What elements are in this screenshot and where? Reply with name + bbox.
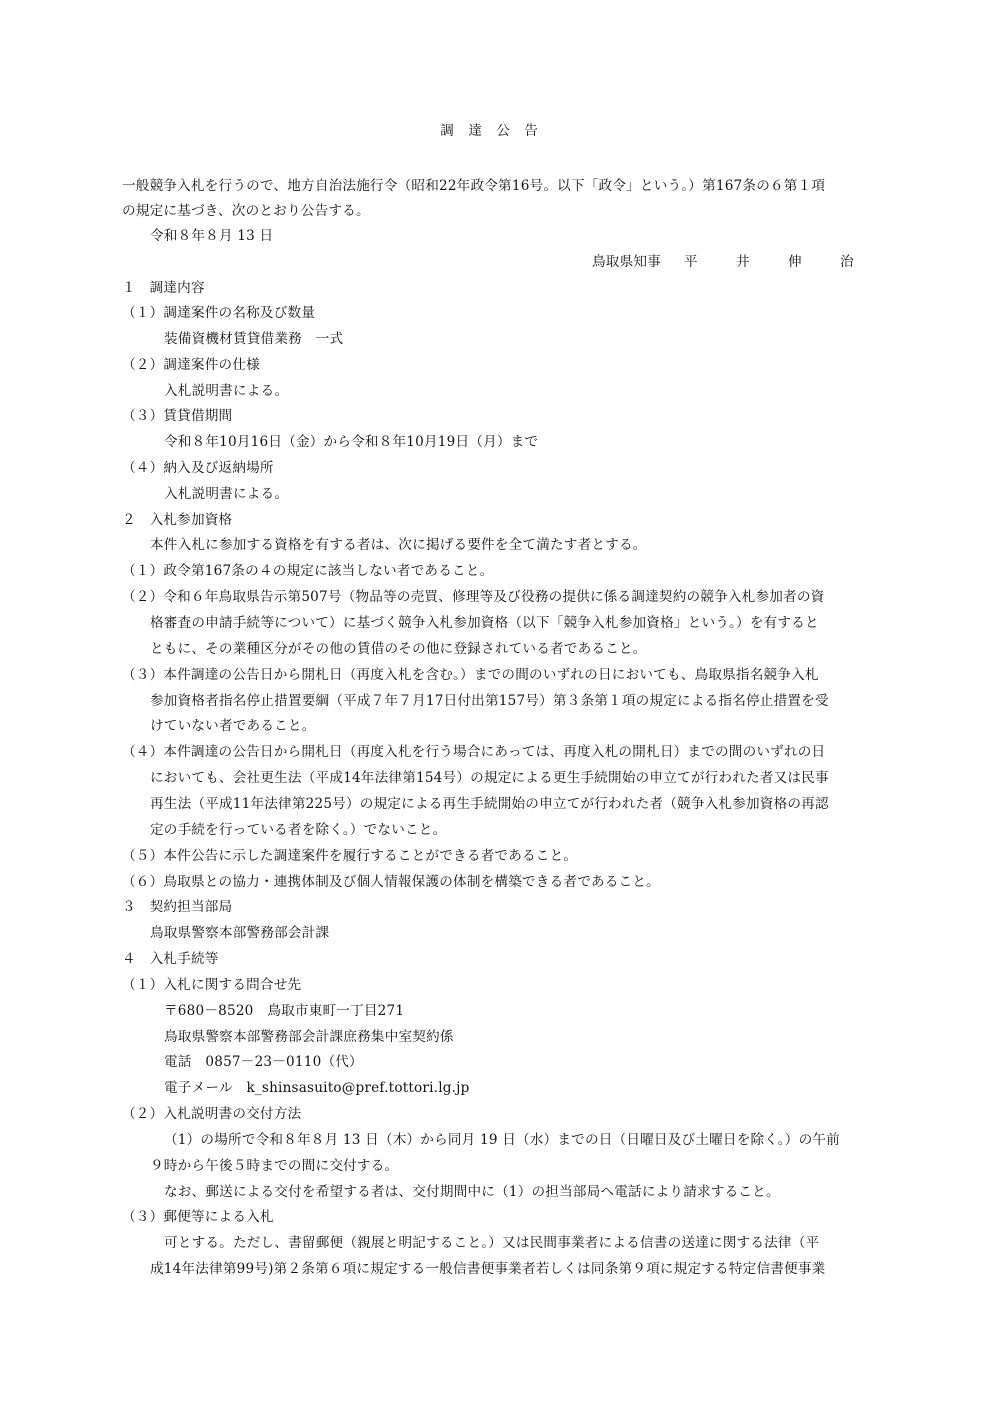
- item-label: （２）調達案件の仕様: [122, 357, 260, 373]
- item-label: （３）賃貸借期間: [122, 408, 233, 424]
- signature-name-char: 伸: [788, 254, 802, 270]
- item-text: （４）本件調達の公告日から開札日（再度入札を行う場合にあっては、再度入札の開札日）までの間のいずれの日: [122, 744, 826, 760]
- item-body: 入札説明書による。: [164, 383, 289, 399]
- item-body: 装備資機材賃貸借業務 一式: [164, 331, 344, 347]
- title-char: 公: [496, 123, 510, 139]
- section-heading: １ 調達内容: [122, 280, 205, 296]
- contact-phone: 電話 0857－23－0110（代）: [164, 1054, 363, 1070]
- item-label: （１）調達案件の名称及び数量: [122, 305, 316, 321]
- section-heading: ２ 入札参加資格: [122, 512, 233, 528]
- item-text: けていない者であること。: [150, 718, 316, 734]
- item-text: 参加資格者指名停止措置要綱（平成７年７月17日付出第157号）第３条第１項の規定による指名停止措置を受: [150, 693, 829, 709]
- item-label: （４）納入及び返納場所: [122, 460, 274, 476]
- intro-line: の規定に基づき、次のとおり公告する。: [122, 203, 370, 219]
- title-char: 調: [440, 123, 454, 139]
- item-text: （６）鳥取県との協力・連携体制及び個人情報保護の体制を構築できる者であること。: [122, 874, 660, 890]
- contact-address: 〒680－8520 鳥取市東町一丁目271: [164, 1003, 405, 1019]
- contact-office: 鳥取県警察本部警務部会計課庶務集中室契約係: [164, 1029, 454, 1045]
- notice-date: 令和８年８月 13 日: [150, 228, 274, 244]
- signature-name-char: 治: [840, 254, 854, 270]
- item-label: （３）郵便等による入札: [122, 1209, 274, 1225]
- signature-name-char: 井: [736, 254, 750, 270]
- section-lead: 本件入札に参加する資格を有する者は、次に掲げる要件を全て満たす者とする。: [150, 537, 647, 553]
- item-label: （１）入札に関する問合せ先: [122, 977, 302, 993]
- title-char: 達: [468, 123, 482, 139]
- item-text: においても、会社更生法（平成14年法律第154号）の規定による更生手続開始の申立てが行われた者又は民事: [150, 770, 829, 786]
- title-char: 告: [524, 123, 538, 139]
- item-text: 再生法（平成11年法律第225号）の規定による再生手続開始の申立てが行われた者（競争入札参加資格の再認: [150, 796, 829, 812]
- signature-name-char: 平: [684, 254, 698, 270]
- contact-email: 電子メール k_shinsasuito@pref.tottori.lg.jp: [164, 1080, 470, 1096]
- intro-line: 一般競争入札を行うので、地方自治法施行令（昭和22年政令第16号。以下「政令」という。）第167条の６第１項: [122, 178, 826, 194]
- item-body: 入札説明書による。: [164, 486, 289, 502]
- item-text: （３）本件調達の公告日から開札日（再度入札を含む。）までの間のいずれの日においても、鳥取県指名競争入札: [122, 667, 819, 683]
- item-text: ともに、その業種区分がその他の賃借のその他に登録されている者であること。: [150, 641, 647, 657]
- section-heading: ３ 契約担当部局: [122, 899, 233, 915]
- item-text: ９時から午後５時までの間に交付する。: [150, 1158, 399, 1174]
- signature-office: 鳥取県知事: [592, 254, 661, 270]
- item-text: （1）の場所で令和８年８月 13 日（木）から同月 19 日（水）までの日（日曜日及び土曜日を除く。）の午前: [164, 1132, 840, 1148]
- signature: [592, 253, 854, 271]
- item-text: 格審査の申請手続等について）に基づく競争入札参加資格（以下「競争入札参加資格」という。）を有すると: [150, 615, 819, 631]
- section-heading: ４ 入札手続等: [122, 951, 219, 967]
- item-text: 可とする。ただし、書留郵便（親展と明記すること。）又は民間事業者による信書の送達に関する法律（平: [164, 1235, 820, 1251]
- item-label: （２）入札説明書の交付方法: [122, 1106, 302, 1122]
- item-text: （２）令和６年鳥取県告示第507号（物品等の売買、修理等及び役務の提供に係る調達契約の競争入札参加者の資: [122, 589, 825, 605]
- section-body: 鳥取県警察本部警務部会計課: [150, 925, 330, 941]
- item-body: 令和８年10月16日（金）から令和８年10月19日（月）まで: [164, 434, 539, 450]
- item-text: 成14年法律第99号)第２条第６項に規定する一般信書便事業者若しくは同条第９項に規定する特定信書便事業: [150, 1261, 826, 1277]
- item-text: なお、郵送による交付を希望する者は、交付期間中に（1）の担当部局へ電話により請求すること。: [164, 1184, 780, 1200]
- item-text: （１）政令第167条の４の規定に該当しない者であること。: [122, 563, 494, 579]
- item-text: 定の手続を行っている者を除く。）でないこと。: [150, 822, 447, 838]
- item-text: （５）本件公告に示した調達案件を履行することができる者であること。: [122, 848, 578, 864]
- page-title: [433, 122, 545, 140]
